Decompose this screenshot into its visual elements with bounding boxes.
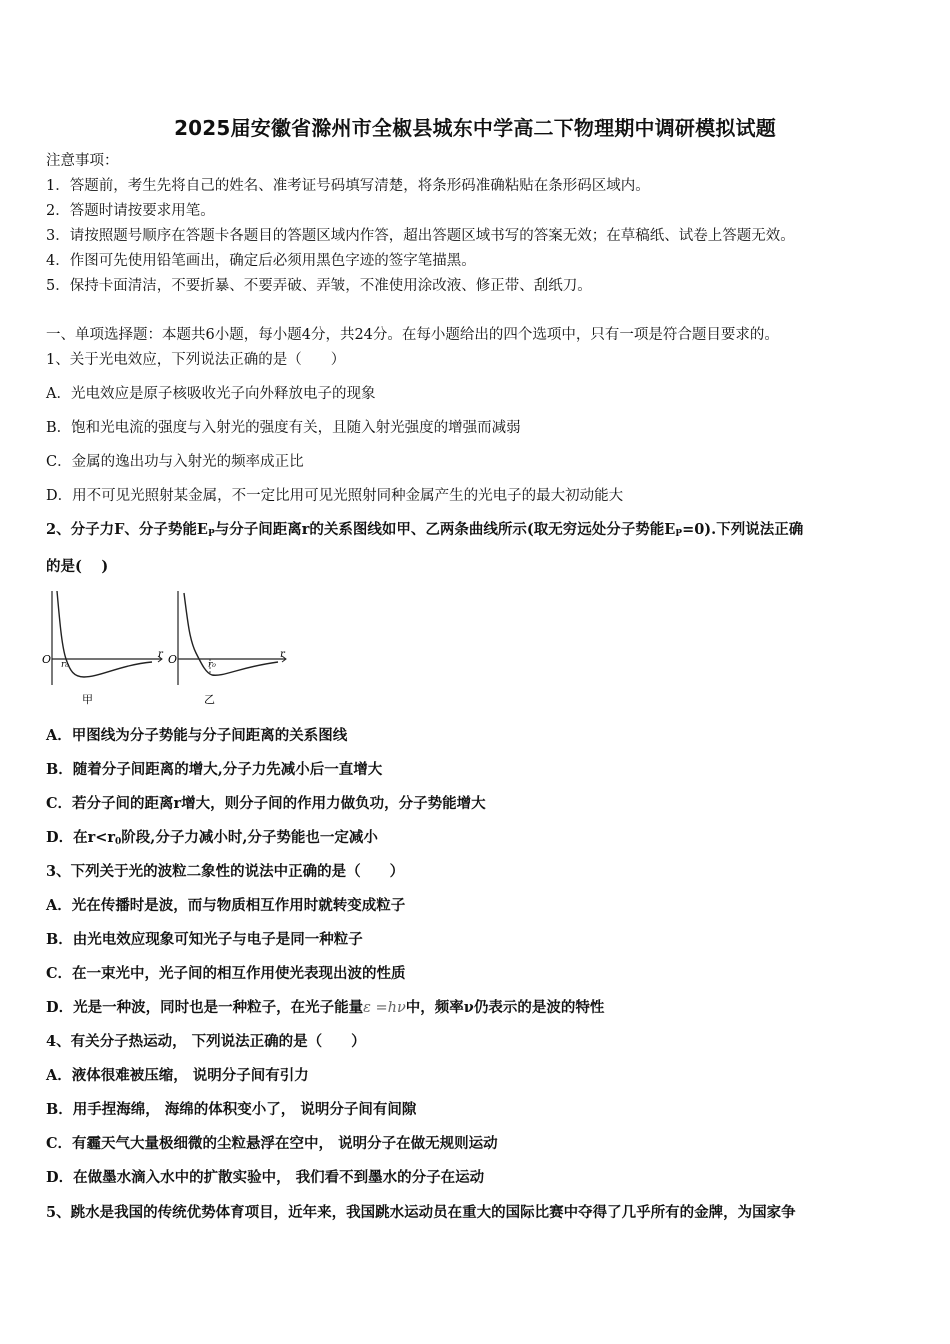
question-2-option-c: C．若分子间的距离r增大，则分子间的作用力做负功，分子势能增大 (46, 795, 486, 812)
notice-item-2: 2．答题时请按要求用笔。 (46, 203, 215, 219)
molecular-force-graphs (40, 585, 290, 713)
photon-energy-formula: ε =hν (363, 1000, 406, 1016)
graph-jia-axis-label: r (158, 649, 163, 660)
question-2-option-d: D．在$r<r_0$阶段,分子力减小时,分子势能也一定减小 (46, 829, 378, 847)
notice-item-5: 5．保持卡面清洁，不要折暴、不要弄破、弄皱，不准使用涂改液、修正带、刮纸刀。 (46, 278, 592, 294)
graph-jia-r0-label: r₀ (61, 660, 69, 670)
question-1-option-d: D．用不可见光照射某金属，不一定比用可见光照射同种金属产生的光电子的最大初动能大 (46, 488, 624, 504)
notice-heading: 注意事项： (46, 153, 119, 169)
graph-yi-r0-label: r₀ (208, 660, 216, 670)
question-2-option-a: A．甲图线为分子势能与分子间距离的关系图线 (46, 727, 348, 744)
question-3-option-b: B．由光电效应现象可知光子与电子是同一种粒子 (46, 931, 363, 948)
question-3-option-d: D．光是一种波，同时也是一种粒子，在光子能量ε =hν中，频率ν仍表示的是波的特性 (46, 999, 605, 1016)
question-4-option-a: A．液体很难被压缩， 说明分子间有引力 (46, 1067, 309, 1084)
question-4-option-b: B．用手捏海绵， 海绵的体积变小了， 说明分子间有间隙 (46, 1101, 417, 1118)
question-5-stem: 5、跳水是我国的传统优势体育项目，近年来，我国跳水运动员在重大的国际比赛中夺得了几乎所有的金牌，为国家争 (46, 1204, 796, 1221)
question-4-stem: 4、有关分子热运动， 下列说法正确的是（ ） (46, 1033, 366, 1050)
section-heading: 一、单项选择题：本题共6小题，每小题4分，共24分。在每小题给出的四个选项中，只有一项是符合题目要求的。 (46, 327, 779, 343)
graph-jia (42, 591, 164, 706)
question-1-option-c: C．金属的逸出功与入射光的频率成正比 (46, 454, 304, 470)
question-3-option-c: C．在一束光中，光子间的相互作用使光表现出波的性质 (46, 965, 406, 982)
graph-yi-axis-label: r (280, 649, 285, 660)
graph-yi-caption: 乙 (204, 693, 215, 706)
question-4-option-d: D．在做墨水滴入水中的扩散实验中， 我们看不到墨水的分子在运动 (46, 1169, 485, 1186)
question-3-option-a: A．光在传播时是波，而与物质相互作用时就转变成粒子 (46, 897, 406, 914)
graph-jia-caption: 甲 (82, 693, 93, 706)
question-2-stem: 2、分子力F、分子势能$E_P$与分子间距离r的关系图线如甲、乙两条曲线所示(取无穷远处分子势能$E_P=0$).下列说法正确 (46, 521, 804, 539)
graph-jia-origin-label: O (42, 653, 52, 666)
question-1-option-b: B．饱和光电流的强度与入射光的强度有关，且随入射光强度的增强而减弱 (46, 420, 521, 436)
notice-item-1: 1．答题前，考生先将自己的姓名、准考证号码填写清楚，将条形码准确粘贴在条形码区域内。 (46, 178, 650, 194)
exam-title: 2025届安徽省滁州市全椒县城东中学高二下物理期中调研模拟试题 (174, 116, 776, 140)
notice-item-4: 4．作图可先使用铅笔画出，确定后必须用黑色字迹的签字笔描黑。 (46, 253, 476, 269)
question-2-stem-line2: 的是( ) (46, 558, 109, 575)
question-1-stem: 1、关于光电效应，下列说法正确的是（ ） (46, 352, 346, 368)
question-4-option-c: C．有霾天气大量极细微的尘粒悬浮在空中， 说明分子在做无规则运动 (46, 1135, 498, 1152)
question-3-stem: 3、下列关于光的波粒二象性的说法中正确的是（ ） (46, 863, 405, 880)
graph-yi-origin-label: O (168, 653, 178, 666)
question-2-option-b: B．随着分子间距离的增大,分子力先减小后一直增大 (46, 761, 383, 778)
notice-item-3: 3．请按照题号顺序在答题卡各题目的答题区域内作答，超出答题区域书写的答案无效；在草稿纸、试卷上答题无效。 (46, 228, 795, 244)
graph-yi (168, 591, 286, 706)
question-1-option-a: A．光电效应是原子核吸收光子向外释放电子的现象 (46, 386, 376, 402)
